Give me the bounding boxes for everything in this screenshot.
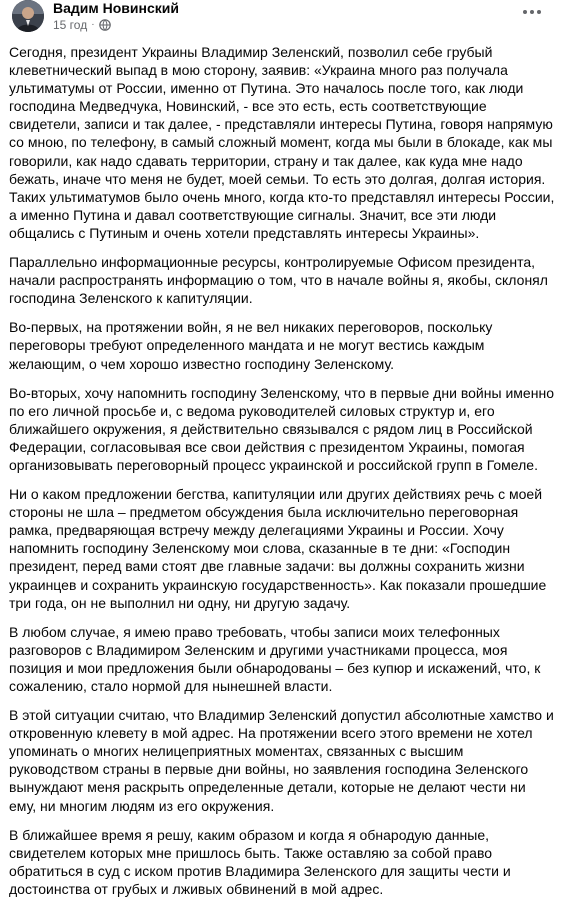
meta-separator: ·	[91, 19, 95, 30]
post-paragraph: В ближайшее время я решу, каким образом и когда я обнародую данные, свидетелем которых мне пришлось быть. Также оставляю за собой право обратиться в суд с иском против Владимира Зеленского для защиты чести и достоинства от грубых и лживых обвинений в мой адрес.	[9, 826, 511, 897]
post-paragraph: Параллельно информационные ресурсы, контролируемые Офисом президента, начали распространять информацию о том, что в начале войны я, якобы, склонял господина Зеленского к капитуляции.	[9, 254, 548, 307]
post-paragraph: В любом случае, я имею право требовать, чтобы записи моих телефонных разговоров с Владимиром Зеленским и другими участниками процесса, моя позиция и мои предложения были обнародованы – без купюр и искажений, что, к сожалению, стало нормой для нынешней власти.	[9, 623, 541, 694]
author-name[interactable]: Вадим Новинский	[53, 0, 179, 16]
post-header	[9, 0, 552, 40]
post-time[interactable]: 15 год	[53, 18, 88, 32]
globe-icon	[99, 19, 111, 31]
more-horizontal-icon[interactable]	[520, 4, 544, 20]
post-paragraph: Во-вторых, хочу напомнить господину Зеленскому, что в первые дни войны именно по его личной просьбе и, с ведома руководителей силовых структур и, его ближайшего окружения, я действительно связывался с рядом лиц в Российской Федерации, согласовывая все свои действия с президентом Украины, помогая организовывать переговорный процесс украинской и российской групп в Гомеле.	[9, 384, 555, 473]
avatar[interactable]	[12, 0, 44, 32]
post-paragraph: Во-первых, на протяжении войн, я не вел никаких переговоров, поскольку переговоры требуют определенного мандата и не могут вестись каждым желающим, о чем хорошо известно господину Зеленскому.	[9, 319, 493, 372]
post-meta	[53, 18, 111, 32]
post-body	[9, 43, 555, 909]
post-paragraph: В этой ситуации считаю, что Владимир Зеленский допустил абсолютные хамство и откровенную клевету в мой адрес. На протяжении всего этого времени не хотел упоминать о многих нелицеприятных моментах, связанных с высшим руководством страны в первые дни войны, но заявления господина Зеленского вынуждают меня раскрыть определенные детали, которые не делают чести ни ему, ни многим людям из его окружения.	[9, 707, 554, 814]
post-paragraph: Ни о каком предложении бегства, капитуляции или других действиях речь с моей стороны не шла – предметом обсуждения была исключительно переговорная рамка, предваряющая встречу между делегациями Украины и России. Хочу напомнить господину Зеленскому мои слова, сказанные в те дни: «Господин президент, перед вами стоят две главные задачи: вы должны сохранить жизни украинцев и сохранить украинскую государственность». Как показали прошедшие три года, он не выполнил ни одну, ни другую задачу.	[9, 486, 547, 611]
post-paragraph: Сегодня, президент Украины Владимир Зеленский, позволил себе грубый клеветнический выпад в мою сторону, заявив: «Украина много раз получала ультиматумы от России, именно от Путина. Это началось после того, как люди господина Медведчука, Новинский, - все это есть, есть соответствующие свидетели, записи и так далее, - представляли интересы Путина, говоря напрямую со мною, по телефону, в самый сложный момент, когда мы были в блокаде, как мы говорили, как надо сдавать территории, страну и так далее, как куда мне надо бежать, иначе что меня не будет, моей семьи. То есть это долгая, долгая история. Таких ультиматумов было очень много, когда кто-то представлял интересы России, а именно Путина и давал соответствующие сигналы. Значит, все эти люди общались с Путиным и очень хотели представлять интересы Украины».	[9, 44, 555, 241]
